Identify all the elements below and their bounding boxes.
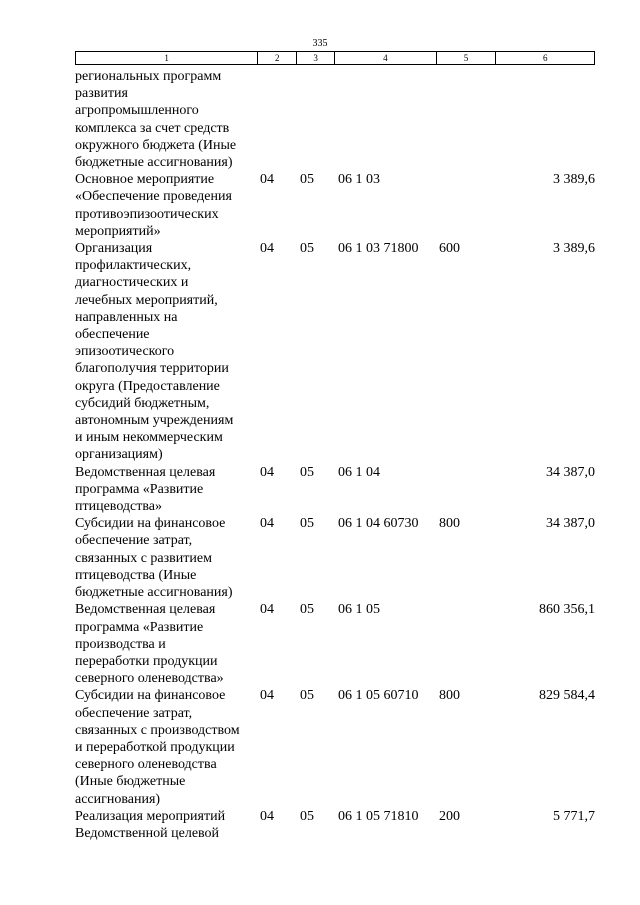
row-expense-type: [437, 601, 497, 687]
row-expense-type: [437, 68, 497, 171]
row-subsection: 05: [300, 241, 314, 257]
row-subsection: 05: [300, 172, 314, 188]
row-section: 04: [260, 516, 274, 532]
row-amount: 3 389,6: [553, 172, 595, 188]
row-target-article: 06 1 03: [338, 172, 380, 188]
row-name: Ведомственная целевая программа «Развитие производства и переработки продукции северного оленеводства»: [75, 602, 224, 687]
row-amount: 34 387,0: [546, 516, 595, 532]
row-expense-type: 800: [439, 688, 460, 704]
table-row: [75, 808, 600, 842]
header-col-3: 3: [297, 52, 335, 64]
header-col-1: 1: [76, 52, 258, 64]
row-name: Основное мероприятие «Обеспечение проведения противоэпизоотических мероприятий»: [75, 172, 232, 239]
row-target-article: 06 1 04 60730: [338, 516, 419, 532]
row-amount: 860 356,1: [539, 602, 595, 618]
row-name: региональных программ развития агропромышленного комплекса за счет средств окружного бюджета (Иные бюджетные ассигнования): [75, 69, 237, 171]
table-row: [75, 687, 600, 807]
table-row: [75, 68, 600, 171]
row-amount: 829 584,4: [539, 688, 595, 704]
row-section: 04: [260, 808, 274, 824]
header-col-6: 6: [542, 53, 548, 63]
row-section: 04: [260, 602, 274, 618]
table-header: [75, 51, 595, 65]
row-section: 04: [260, 241, 274, 257]
row-subsection: 05: [300, 808, 314, 824]
row-subsection: 05: [300, 688, 314, 704]
row-amount: [497, 68, 596, 171]
row-subsection: 05: [300, 464, 314, 480]
header-col-5: 5: [437, 52, 497, 64]
row-expense-type: [437, 171, 497, 240]
table-row: [75, 515, 600, 601]
row-target-article: 06 1 03 71800: [338, 241, 419, 257]
row-subsection: 05: [300, 516, 314, 532]
row-target-article: 06 1 05 60710: [338, 688, 419, 704]
table-row: [75, 464, 600, 516]
page-number: 335: [312, 38, 328, 49]
row-expense-type: 200: [439, 808, 460, 824]
table-row: [75, 240, 600, 464]
header-col-4: 4: [335, 52, 437, 64]
budget-table: [75, 68, 600, 842]
row-name: Организация профилактических, диагностических и лечебных мероприятий, направленных на обеспечение эпизоотического благополучия территории округа (Предоставление субсидий бюджетным, автономным учреждениям и иным некоммерческим организациям): [75, 241, 234, 463]
row-name: Субсидии на финансовое обеспечение затрат, связанных с развитием птицеводства (Иные бюджетные ассигнования): [75, 516, 233, 601]
row-amount: 5 771,7: [553, 808, 595, 824]
row-section: [258, 68, 297, 171]
row-section: 04: [260, 688, 274, 704]
row-expense-type: [437, 464, 497, 516]
header-col-2: 2: [258, 52, 297, 64]
row-subsection: [297, 68, 335, 171]
row-section: 04: [260, 464, 274, 480]
row-name: Ведомственная целевая программа «Развитие птицеводства»: [75, 464, 216, 515]
row-subsection: 05: [300, 602, 314, 618]
row-amount: 3 389,6: [553, 241, 595, 257]
table-row: [75, 171, 600, 240]
row-section: 04: [260, 172, 274, 188]
row-target-article: 06 1 04: [338, 464, 380, 480]
table-row: [75, 601, 600, 687]
row-amount: 34 387,0: [546, 464, 595, 480]
row-expense-type: 800: [439, 516, 460, 532]
row-target-article: 06 1 05 71810: [338, 808, 419, 824]
row-target-article: [335, 68, 437, 171]
row-expense-type: 600: [439, 241, 460, 257]
row-name: Субсидии на финансовое обеспечение затрат, связанных с производством и переработкой продукции северного оленеводства (Иные бюджетные ассигнования): [75, 688, 240, 807]
row-name: Реализация мероприятий Ведомственной целевой: [75, 808, 226, 841]
row-target-article: 06 1 05: [338, 602, 380, 618]
